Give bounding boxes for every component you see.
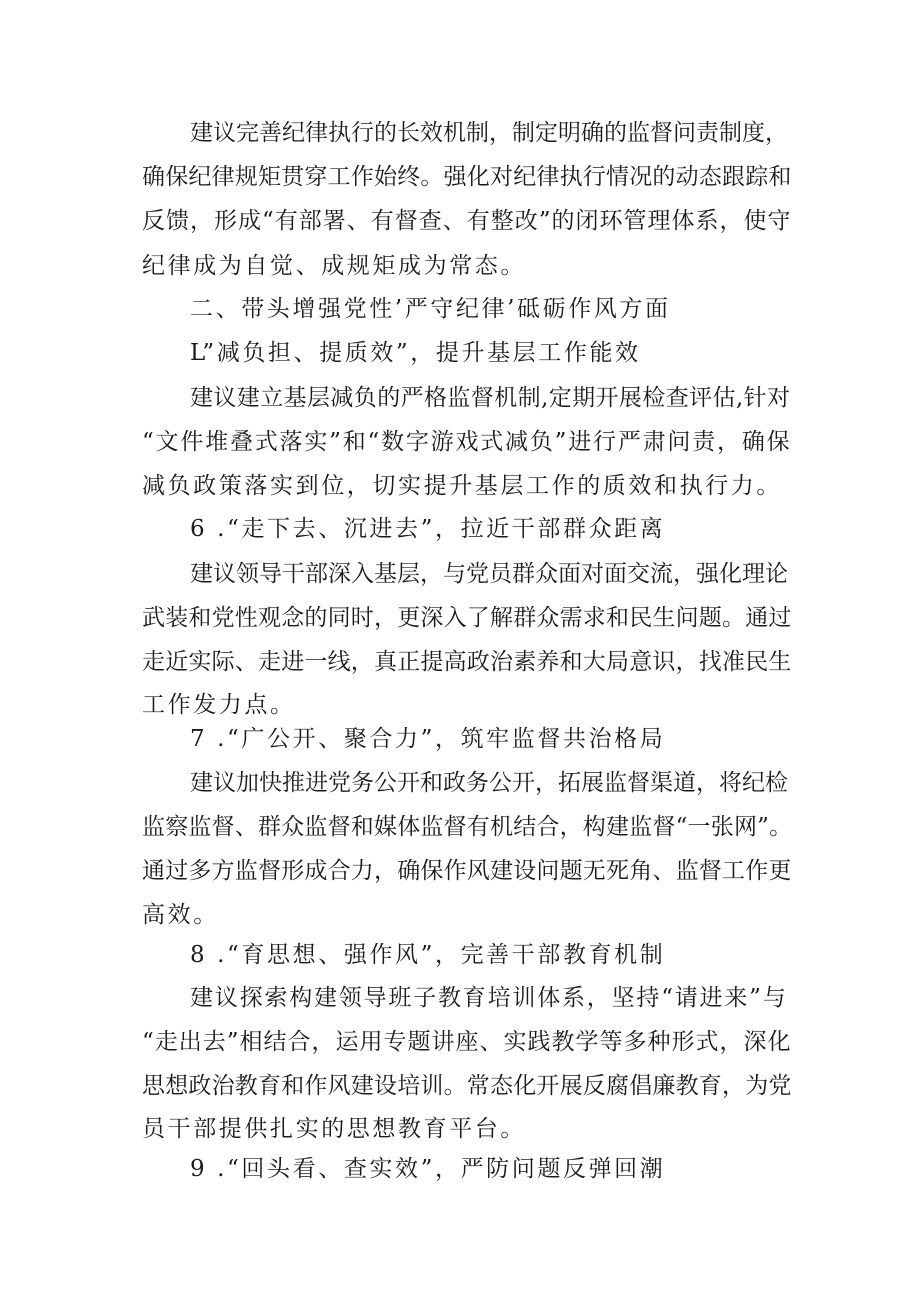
text-line: 确保纪律规矩贯穿工作始终。强化对纪律执行情况的动态跟踪和 [142,164,792,190]
text-line: 建议完善纪律执行的长效机制，制定明确的监督问责制度， [190,120,788,146]
text-line: 建议探索构建领导班子教育培训体系，坚持“请进来”与 [190,985,788,1011]
text-line: 工作发力点。 [142,692,296,718]
subsection-heading: L”减负担、提质效”，提升基层工作能效 [190,340,641,366]
subsection-heading: 7 .“广公开、聚合力”，筑牢监督共治格局 [190,726,666,752]
text-line: 纪律成为自觉、成规矩成为常态。 [142,253,526,279]
text-line: 思想政治教育和作风建设培训。常态化开展反腐倡廉教育，为党 [142,1073,792,1099]
text-line: 武装和党性观念的同时，更深入了解群众需求和民生问题。通过 [142,605,792,631]
subsection-heading: 9 .“回头看、查实效”，严防问题反弹回潮 [190,1156,666,1182]
text-line: 员干部提供扎实的思想教育平台。 [142,1116,526,1142]
text-line: 高效。 [142,902,219,928]
text-line: 监察监督、群众监督和媒体监督有机结合，构建监督“一张网”。 [142,814,793,840]
subsection-heading: 8 .“育思想、强作风”，完善干部教育机制 [190,942,666,968]
text-line: 建议加快推进党务公开和政务公开，拓展监督渠道，将纪检 [190,770,788,796]
section-heading: 二、带头增强党性’严守纪律’砥砺作风方面 [190,296,671,322]
text-line: “走出去”相结合，运用专题讲座、实践教学等多种形式，深化 [142,1029,792,1055]
text-line: 减负政策落实到位，切实提升基层工作的质效和执行力。 [142,473,782,499]
text-line: 通过多方监督形成合力，确保作风建设问题无死角、监督工作更 [142,858,792,884]
text-line: 建议领导干部深入基层，与党员群众面对面交流，强化理论 [190,561,788,587]
text-line: 走近实际、走进一线，真正提高政治素养和大局意识，找准民生 [142,649,792,675]
text-line: 建议建立基层减负的严格监督机制,定期开展检查评估,针对 [190,385,791,411]
text-line: 反馈，形成“有部署、有督查、有整改”的闭环管理体系，使守 [142,208,792,234]
text-line: “文件堆叠式落实”和“数字游戏式减负”进行严肃问责，确保 [142,429,792,455]
subsection-heading: 6 .“走下去、沉进去”，拉近干部群众距离 [190,516,666,542]
